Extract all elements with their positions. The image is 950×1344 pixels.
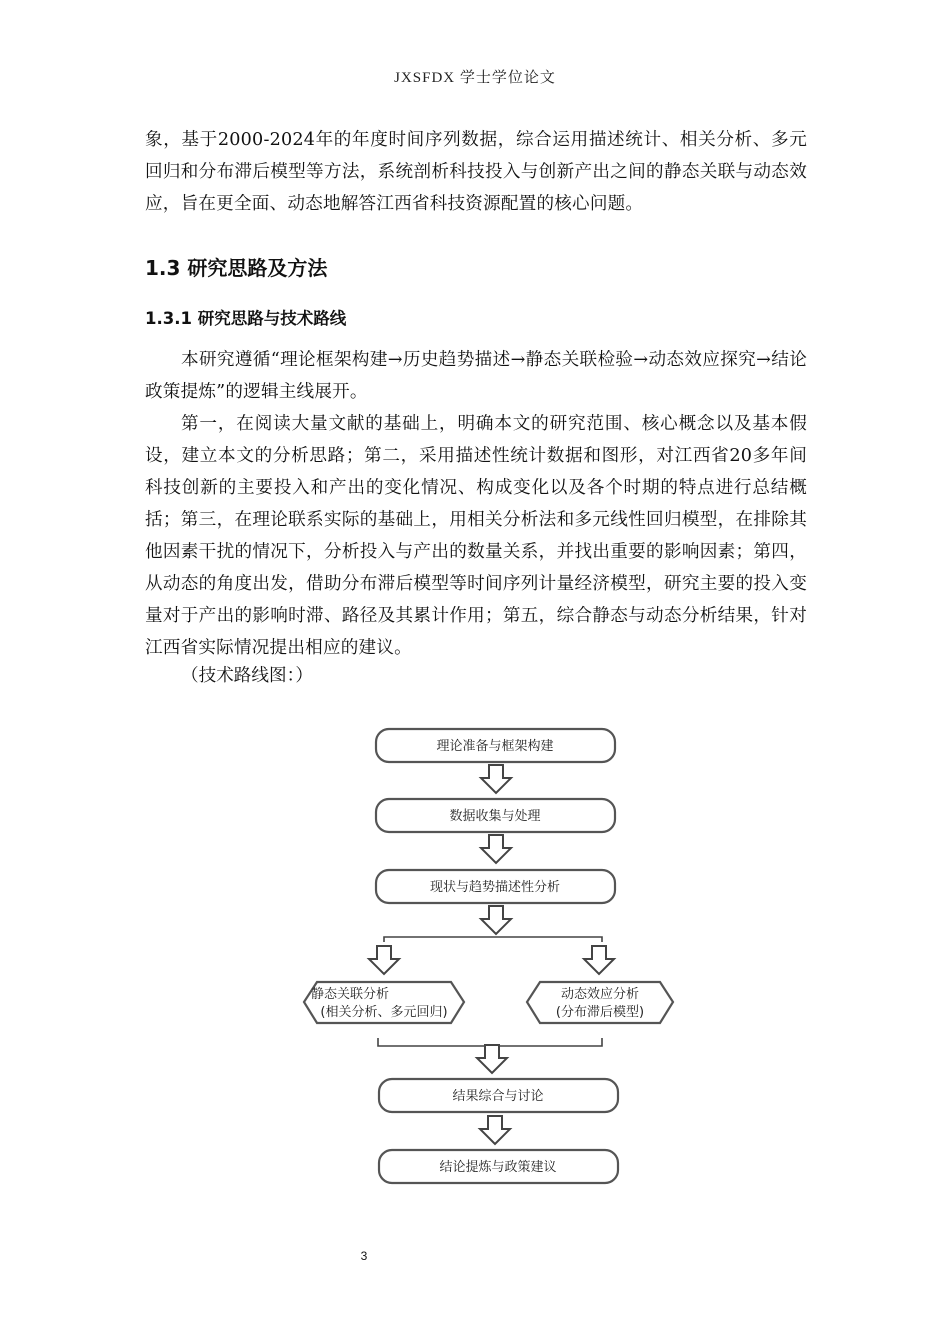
flow-step-label: 结论提炼与政策建议	[439, 1160, 557, 1175]
paragraph-steps: 第一，在阅读大量文献的基础上，明确本文的研究范围、核心概念以及基本假设，建立本文的分析思路；第二，采用描述性统计数据和图形，对江西省20多年间科技创新的主要投入和产出的变化情况、构成变化以及各个时期的特点进行总结概括；第三，在理论联系实际的基础上，用相关分析法和多元线性回归模型，在排除其他因素干扰的情况下，分析投入与产出的数量关系，并找出重要的影响因素；第四，从动态的角度出发，借助分布滞后模型等时间序列计量经济模型，研究主要的投入变量对于产出的影响时滞、路径及其累计作用；第五，综合静态与动态分析结果，针对江西省实际情况提出相应的建议。	[145, 414, 807, 658]
figure-caption: （技术路线图：）	[181, 666, 313, 686]
page-number: 3	[360, 1249, 368, 1263]
flow-step-conclusion	[379, 1150, 618, 1183]
flow-branch-static	[304, 982, 464, 1023]
flow-step-synthesis	[379, 1079, 618, 1112]
down-arrow-icon	[481, 906, 511, 934]
flow-step-label: 结果综合与讨论	[452, 1089, 544, 1104]
flow-step-label: 现状与趋势描述性分析	[429, 880, 561, 895]
subsection-heading: 1.3.1 研究思路与技术路线	[145, 309, 347, 328]
down-arrow-icon	[477, 1045, 507, 1073]
intro-paragraph: 象，基于2000-2024年的年度时间序列数据，综合运用描述统计、相关分析、多元回归和分布滞后模型等方法，系统剖析科技投入与创新产出之间的静态关联与动态效应，旨在更全面、动态地解答江西省科技资源配置的核心问题。	[145, 130, 807, 214]
down-arrow-icon	[369, 946, 399, 974]
down-arrow-icon	[480, 1116, 510, 1144]
flow-branch-dynamic	[527, 982, 673, 1023]
section-heading: 1.3 研究思路及方法	[145, 256, 328, 280]
flow-branch-title: 动态效应分析	[560, 987, 640, 1002]
down-arrow-icon	[481, 765, 511, 793]
flow-branch-subtitle: (相关分析、多元回归)	[320, 1005, 448, 1020]
flow-step-label: 理论准备与框架构建	[436, 739, 554, 754]
page-header: JXSFDX 学士学位论文	[394, 70, 556, 86]
paragraph-route: 本研究遵循“理论框架构建→历史趋势描述→静态关联检验→动态效应探究→结论政策提炼”的逻辑主线展开。	[145, 350, 807, 402]
split-bracket	[384, 937, 602, 942]
down-arrow-icon	[481, 835, 511, 863]
flow-step-label: 数据收集与处理	[449, 809, 541, 824]
down-arrow-icon	[584, 946, 614, 974]
flow-step-theory	[376, 729, 615, 762]
flow-branch-subtitle: (分布滞后模型)	[555, 1005, 645, 1020]
flow-branch-title: 静态关联分析	[310, 987, 390, 1002]
flow-step-descriptive	[376, 870, 615, 903]
flow-step-data	[376, 799, 615, 832]
